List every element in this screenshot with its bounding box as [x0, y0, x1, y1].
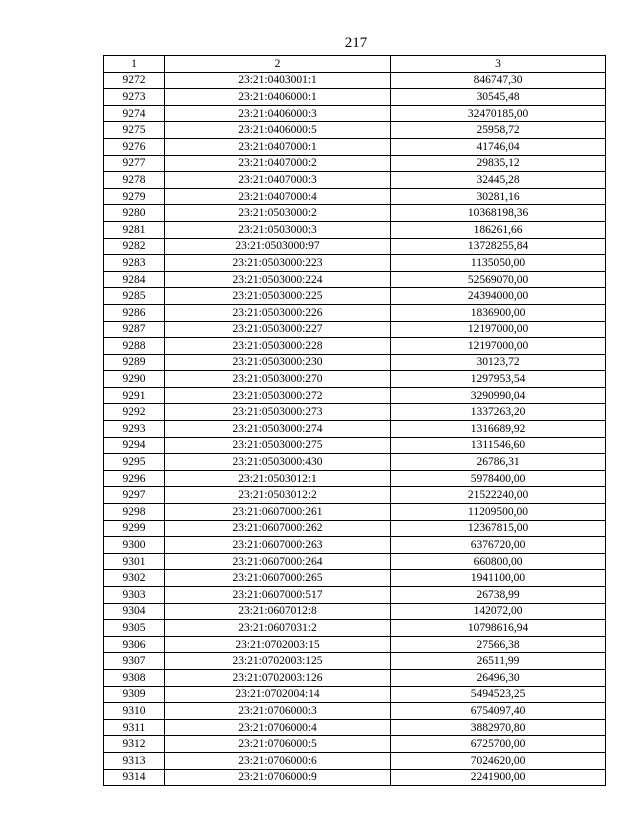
- row-number-cell: 9304: [104, 603, 165, 620]
- value-cell: 1316689,92: [391, 421, 606, 438]
- table-row: [104, 288, 606, 305]
- table-row: [104, 255, 606, 272]
- value-cell: 6376720,00: [391, 537, 606, 554]
- value-cell: 26738,99: [391, 587, 606, 604]
- cadastral-number-cell: 23:21:0702003:15: [165, 636, 391, 653]
- row-number-cell: 9291: [104, 387, 165, 404]
- table-row: [104, 321, 606, 338]
- cadastral-number-cell: 23:21:0406000:1: [165, 89, 391, 106]
- cadastral-number-cell: 23:21:0503000:3: [165, 221, 391, 238]
- row-number-cell: 9275: [104, 122, 165, 139]
- cadastral-number-cell: 23:21:0503000:273: [165, 404, 391, 421]
- value-cell: 52569070,00: [391, 271, 606, 288]
- cadastral-number-cell: 23:21:0406000:5: [165, 122, 391, 139]
- row-number-cell: 9287: [104, 321, 165, 338]
- table-row: [104, 221, 606, 238]
- row-number-cell: 9293: [104, 421, 165, 438]
- table-row: [104, 570, 606, 587]
- column-header-3: 3: [391, 56, 606, 73]
- cadastral-number-cell: 23:21:0503000:270: [165, 371, 391, 388]
- row-number-cell: 9308: [104, 669, 165, 686]
- value-cell: 12197000,00: [391, 338, 606, 355]
- table-row: [104, 587, 606, 604]
- cadastral-number-cell: 23:21:0406000:3: [165, 105, 391, 122]
- value-cell: 2241900,00: [391, 769, 606, 786]
- cadastral-number-cell: 23:21:0503012:1: [165, 470, 391, 487]
- value-cell: 3882970,80: [391, 719, 606, 736]
- table-row: [104, 188, 606, 205]
- row-number-cell: 9274: [104, 105, 165, 122]
- table-row: [104, 719, 606, 736]
- table-row: [104, 338, 606, 355]
- cadastral-number-cell: 23:21:0607000:517: [165, 587, 391, 604]
- table-row: [104, 537, 606, 554]
- row-number-cell: 9300: [104, 537, 165, 554]
- value-cell: 1135050,00: [391, 255, 606, 272]
- cadastral-number-cell: 23:21:0706000:9: [165, 769, 391, 786]
- table-row: [104, 105, 606, 122]
- row-number-cell: 9313: [104, 752, 165, 769]
- cadastral-number-cell: 23:21:0407000:1: [165, 138, 391, 155]
- cadastral-number-cell: 23:21:0702003:126: [165, 669, 391, 686]
- table-row: [104, 404, 606, 421]
- table-row: [104, 421, 606, 438]
- cadastral-number-cell: 23:21:0407000:2: [165, 155, 391, 172]
- row-number-cell: 9283: [104, 255, 165, 272]
- value-cell: 1337263,20: [391, 404, 606, 421]
- row-number-cell: 9281: [104, 221, 165, 238]
- row-number-cell: 9285: [104, 288, 165, 305]
- row-number-cell: 9297: [104, 487, 165, 504]
- value-cell: 25958,72: [391, 122, 606, 139]
- cadastral-number-cell: 23:21:0503000:226: [165, 304, 391, 321]
- table-row: [104, 686, 606, 703]
- cadastral-number-cell: 23:21:0407000:3: [165, 172, 391, 189]
- table-row: [104, 354, 606, 371]
- row-number-cell: 9298: [104, 504, 165, 521]
- cadastral-number-cell: 23:21:0503000:2: [165, 205, 391, 222]
- row-number-cell: 9284: [104, 271, 165, 288]
- table-row: [104, 769, 606, 786]
- value-cell: 6754097,40: [391, 703, 606, 720]
- value-cell: 26786,31: [391, 454, 606, 471]
- cadastral-number-cell: 23:21:0503000:227: [165, 321, 391, 338]
- cadastral-number-cell: 23:21:0503000:223: [165, 255, 391, 272]
- value-cell: 6725700,00: [391, 736, 606, 753]
- row-number-cell: 9290: [104, 371, 165, 388]
- row-number-cell: 9282: [104, 238, 165, 255]
- value-cell: 26496,30: [391, 669, 606, 686]
- table-row: [104, 437, 606, 454]
- table-row: [104, 470, 606, 487]
- table-body: [104, 56, 606, 786]
- cadastral-number-cell: 23:21:0607000:264: [165, 553, 391, 570]
- table-row: [104, 155, 606, 172]
- cadastral-number-cell: 23:21:0706000:5: [165, 736, 391, 753]
- table-row: [104, 172, 606, 189]
- value-cell: 32470185,00: [391, 105, 606, 122]
- value-cell: 7024620,00: [391, 752, 606, 769]
- cadastral-number-cell: 23:21:0503000:230: [165, 354, 391, 371]
- cadastral-number-cell: 23:21:0607000:263: [165, 537, 391, 554]
- value-cell: 30545,48: [391, 89, 606, 106]
- value-cell: 12197000,00: [391, 321, 606, 338]
- table-row: [104, 205, 606, 222]
- row-number-cell: 9273: [104, 89, 165, 106]
- cadastral-number-cell: 23:21:0607031:2: [165, 620, 391, 637]
- cadastral-number-cell: 23:21:0702003:125: [165, 653, 391, 670]
- cadastral-number-cell: 23:21:0503000:274: [165, 421, 391, 438]
- table-row: [104, 138, 606, 155]
- cadastral-number-cell: 23:21:0706000:6: [165, 752, 391, 769]
- cadastral-number-cell: 23:21:0503000:430: [165, 454, 391, 471]
- table-row: [104, 371, 606, 388]
- cadastral-number-cell: 23:21:0503000:272: [165, 387, 391, 404]
- value-cell: 5494523,25: [391, 686, 606, 703]
- table-row: [104, 553, 606, 570]
- table-row: [104, 122, 606, 139]
- cadastral-number-cell: 23:21:0503000:224: [165, 271, 391, 288]
- row-number-cell: 9289: [104, 354, 165, 371]
- cadastral-number-cell: 23:21:0607000:261: [165, 504, 391, 521]
- table-row: [104, 669, 606, 686]
- table-header-row: [104, 56, 606, 73]
- row-number-cell: 9277: [104, 155, 165, 172]
- row-number-cell: 9296: [104, 470, 165, 487]
- value-cell: 1836900,00: [391, 304, 606, 321]
- value-cell: 1311546,60: [391, 437, 606, 454]
- row-number-cell: 9292: [104, 404, 165, 421]
- row-number-cell: 9309: [104, 686, 165, 703]
- value-cell: 12367815,00: [391, 520, 606, 537]
- row-number-cell: 9295: [104, 454, 165, 471]
- value-cell: 29835,12: [391, 155, 606, 172]
- cadastral-number-cell: 23:21:0503000:228: [165, 338, 391, 355]
- table-row: [104, 653, 606, 670]
- row-number-cell: 9307: [104, 653, 165, 670]
- table-row: [104, 520, 606, 537]
- table-row: [104, 636, 606, 653]
- value-cell: 27566,38: [391, 636, 606, 653]
- table-row: [104, 271, 606, 288]
- table-row: [104, 238, 606, 255]
- value-cell: 41746,04: [391, 138, 606, 155]
- table-row: [104, 89, 606, 106]
- row-number-cell: 9301: [104, 553, 165, 570]
- value-cell: 26511,99: [391, 653, 606, 670]
- cadastral-number-cell: 23:21:0607012:8: [165, 603, 391, 620]
- table-row: [104, 487, 606, 504]
- cadastral-number-cell: 23:21:0503012:2: [165, 487, 391, 504]
- table-row: [104, 752, 606, 769]
- value-cell: 11209500,00: [391, 504, 606, 521]
- row-number-cell: 9302: [104, 570, 165, 587]
- cadastral-number-cell: 23:21:0403001:1: [165, 72, 391, 89]
- value-cell: 30123,72: [391, 354, 606, 371]
- cadastral-number-cell: 23:21:0706000:3: [165, 703, 391, 720]
- table-row: [104, 703, 606, 720]
- value-cell: 5978400,00: [391, 470, 606, 487]
- cadastral-number-cell: 23:21:0702004:14: [165, 686, 391, 703]
- cadastral-number-cell: 23:21:0607000:262: [165, 520, 391, 537]
- row-number-cell: 9311: [104, 719, 165, 736]
- table-row: [104, 736, 606, 753]
- value-cell: 1297953,54: [391, 371, 606, 388]
- cadastral-number-cell: 23:21:0407000:4: [165, 188, 391, 205]
- value-cell: 660800,00: [391, 553, 606, 570]
- value-cell: 186261,66: [391, 221, 606, 238]
- value-cell: 10798616,94: [391, 620, 606, 637]
- table-row: [104, 72, 606, 89]
- row-number-cell: 9314: [104, 769, 165, 786]
- row-number-cell: 9305: [104, 620, 165, 637]
- column-header-1: 1: [104, 56, 165, 73]
- row-number-cell: 9310: [104, 703, 165, 720]
- value-cell: 24394000,00: [391, 288, 606, 305]
- table-row: [104, 620, 606, 637]
- row-number-cell: 9288: [104, 338, 165, 355]
- cadastral-number-cell: 23:21:0503000:97: [165, 238, 391, 255]
- value-cell: 3290990,04: [391, 387, 606, 404]
- cadastral-number-cell: 23:21:0607000:265: [165, 570, 391, 587]
- row-number-cell: 9278: [104, 172, 165, 189]
- cadastral-number-cell: 23:21:0503000:225: [165, 288, 391, 305]
- row-number-cell: 9303: [104, 587, 165, 604]
- row-number-cell: 9306: [104, 636, 165, 653]
- value-cell: 30281,16: [391, 188, 606, 205]
- row-number-cell: 9279: [104, 188, 165, 205]
- row-number-cell: 9312: [104, 736, 165, 753]
- row-number-cell: 9280: [104, 205, 165, 222]
- value-cell: 13728255,84: [391, 238, 606, 255]
- value-cell: 1941100,00: [391, 570, 606, 587]
- value-cell: 32445,28: [391, 172, 606, 189]
- value-cell: 21522240,00: [391, 487, 606, 504]
- row-number-cell: 9272: [104, 72, 165, 89]
- column-header-2: 2: [165, 56, 391, 73]
- table-row: [104, 603, 606, 620]
- table-row: [104, 304, 606, 321]
- row-number-cell: 9294: [104, 437, 165, 454]
- data-table: [103, 55, 606, 786]
- page-number: 217: [344, 35, 368, 51]
- table-row: [104, 504, 606, 521]
- row-number-cell: 9276: [104, 138, 165, 155]
- value-cell: 846747,30: [391, 72, 606, 89]
- value-cell: 10368198,36: [391, 205, 606, 222]
- row-number-cell: 9299: [104, 520, 165, 537]
- value-cell: 142072,00: [391, 603, 606, 620]
- table-row: [104, 454, 606, 471]
- row-number-cell: 9286: [104, 304, 165, 321]
- cadastral-number-cell: 23:21:0706000:4: [165, 719, 391, 736]
- table-row: [104, 387, 606, 404]
- cadastral-number-cell: 23:21:0503000:275: [165, 437, 391, 454]
